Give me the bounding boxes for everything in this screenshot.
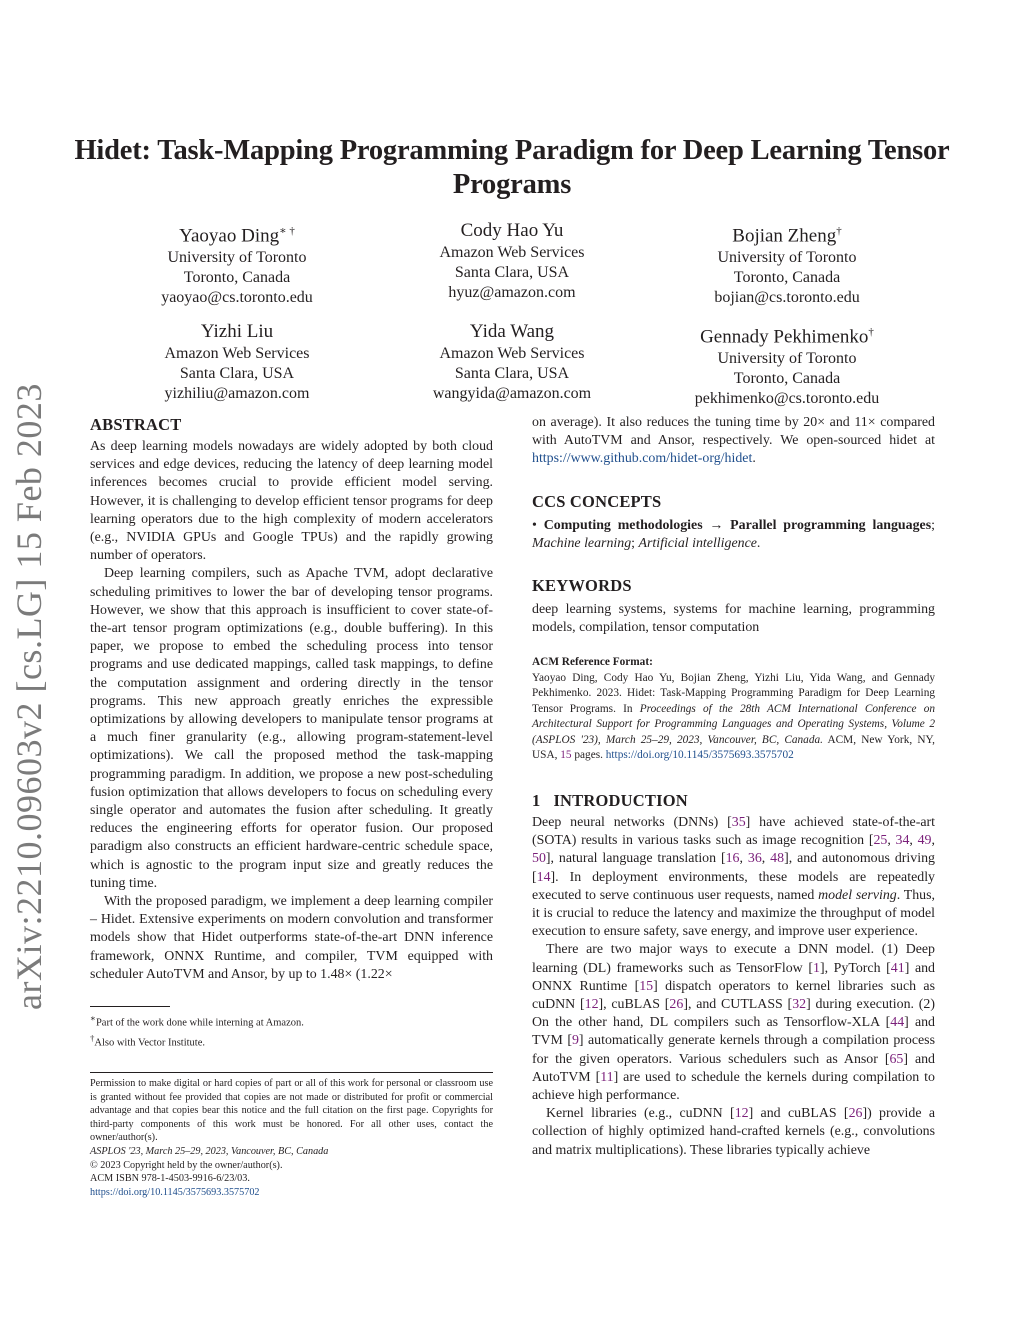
- author-location: Toronto, Canada: [733, 370, 841, 388]
- footnote-text: Part of the work done while interning at Amazon.: [95, 1017, 304, 1029]
- text: ]. In deployment environments, these models are repeatedly executed to serve continuous user requests, named: [532, 869, 935, 903]
- ccs-sep: ;: [631, 535, 635, 551]
- abstract-paragraph: Deep learning compilers, such as Apache TVM, adopt declarative scheduling primitives to lower the bar of developing tensor programs. However, we show that this approach is insufficient to cover state-of-the-art tensor program optimizations (e.g., double buffering). In this paper, we propose to embed the scheduling process into tensor programs and use dedicated mappings, called task mappings, to define the computation assignment and ordering directly in the tensor programs. This new approach greatly enriches the expressible optimizations by allowing developers to manipulate tensor programs at a much finer granularity (e.g., allowing program-statement-level optimizations). We call the proposed method the task-mapping programming paradigm. In addition, we propose a new post-scheduling fusion optimization that allows developers to focus on scheduling every single operator and automates the fusion after scheduling. It greatly reduces the engineering efforts for operator fusion. Our proposed paradigm also constructs an efficient hardware-centric schedule space, which is agnostic to the program input size and greatly reduces the tuning time.: [90, 566, 493, 891]
- author-affiliation: Amazon Web Services: [164, 345, 310, 362]
- copyright-line: © 2023 Copyright held by the owner/author(s).: [90, 1159, 283, 1171]
- text: There are two major ways to execute a DNN model. (1) Deep learning (DL) frameworks such as TensorFlow [: [532, 942, 935, 976]
- reference-proceedings: Proceedings of the 28th ACM International Conference on Architectural Support for Programming Languages and Operating Systems, Volume 2 (ASPLOS '23), March 25–29, 2023, Vancouver, BC, Canada.: [532, 702, 936, 746]
- citation[interactable]: 16: [725, 851, 740, 867]
- intro-paragraph: [532, 941, 935, 1105]
- right-column: [532, 414, 935, 1160]
- author-name: Gennady Pekhimenko: [700, 326, 869, 348]
- venue-line: ASPLOS '23, March 25–29, 2023, Vancouver, BC, Canada: [90, 1146, 329, 1158]
- reference-text: [532, 671, 935, 764]
- ccs-bold: Computing methodologies → Parallel programming languages: [543, 517, 932, 533]
- author-email: yizhiliu@amazon.com: [164, 385, 310, 402]
- author-email: pekhimenko@cs.toronto.edu: [694, 390, 880, 408]
- section-number: 1: [532, 790, 541, 810]
- text: ], and autonomous driving [: [532, 851, 935, 885]
- abstract-cont-end: .: [752, 451, 756, 467]
- author-name: Yida Wang: [469, 321, 555, 342]
- author-email: bojian@cs.toronto.edu: [714, 289, 860, 307]
- author-mark: †: [836, 225, 842, 237]
- author-card: [650, 219, 924, 308]
- ccs-end: .: [756, 535, 761, 551]
- text: ] and AutoTVM [: [532, 1051, 935, 1085]
- author-card: [375, 219, 649, 303]
- arxiv-stamp: arXiv:2210.09603v2 [cs.LG] 15 Feb 2023: [9, 383, 49, 1010]
- footnote: [90, 1031, 493, 1051]
- ccs-sep: ;: [931, 517, 935, 533]
- footnote: [90, 1011, 493, 1031]
- permission-rule: [90, 1072, 493, 1073]
- permission-notice: Permission to make digital or hard copies of part or all of this work for personal or classroom use is granted without fee provided that copies are not made or distributed for profit or commercial advantage and that copies bear this notice and the full citation on the first page. Copyrights for third-party components of this work must be honored. For all other uses, contact the owner/author(s).: [90, 1078, 493, 1144]
- keywords-heading: KEYWORDS: [532, 576, 632, 596]
- author-mark: ∗ †: [279, 225, 295, 237]
- author-location: Santa Clara, USA: [454, 365, 570, 382]
- abstract-paragraph: With the proposed paradigm, we implement a deep learning compiler – Hidet. Extensive experiments on modern convolution and transformer models show that Hidet outperforms state-of-the-art DNN inference framework, ONNX Runtime, and compiler, TVM equipped with scheduler AutoTVM and Ansor, by up to 1.48× (1.22×: [90, 894, 493, 982]
- author-email: yaoyao@cs.toronto.edu: [161, 289, 313, 307]
- ccs-bullet: •: [532, 517, 537, 533]
- author-mark: †: [868, 326, 874, 338]
- italic-term: model serving: [818, 887, 897, 903]
- author-location: Toronto, Canada: [183, 269, 291, 287]
- reference-pages: 15: [560, 749, 572, 762]
- author-name: Cody Hao Yu: [460, 220, 564, 241]
- keywords-text: deep learning systems, systems for machine learning, programming models, compilation, tensor computation: [532, 602, 935, 636]
- citation[interactable]: 25: [873, 833, 888, 849]
- author-affiliation: University of Toronto: [717, 350, 857, 368]
- author-card: [100, 219, 374, 308]
- author-affiliation: University of Toronto: [167, 249, 307, 267]
- citation[interactable]: 14: [536, 869, 551, 885]
- citation[interactable]: 49: [917, 833, 932, 849]
- paper-title: Hidet: Task-Mapping Programming Paradigm for Deep Learning Tensor Programs: [74, 135, 950, 200]
- citation[interactable]: 1: [812, 960, 820, 976]
- reference-tail: pages.: [574, 749, 603, 762]
- author-name: Bojian Zheng: [732, 225, 837, 247]
- ccs-text: [532, 517, 935, 553]
- author-card: [100, 320, 374, 404]
- intro-heading: [532, 790, 935, 812]
- citation[interactable]: 12: [584, 996, 599, 1012]
- abstract-paragraph: As deep learning models nowadays are widely adopted by both cloud services and edge devices, reducing the latency of deep learning model inferences becomes crucial to provide efficient model serving. However, it is challenging to develop efficient tensor programs for deep learning operators due to the high complexity of modern accelerators (e.g., NVIDIA GPUs and Google TPUs) and the rapidly growing number of operators.: [90, 439, 493, 564]
- author-location: Santa Clara, USA: [179, 365, 295, 382]
- author-email: hyuz@amazon.com: [448, 284, 576, 301]
- citation[interactable]: 35: [731, 814, 746, 830]
- footnote-text: Also with Vector Institute.: [94, 1037, 206, 1049]
- left-column: [90, 414, 493, 1199]
- citation[interactable]: 50: [532, 851, 546, 867]
- ccs-italic: Artificial intelligence: [638, 535, 757, 551]
- citation[interactable]: 44: [890, 1015, 905, 1031]
- citation[interactable]: 34: [895, 833, 910, 849]
- author-name: Yaoyao Ding: [179, 225, 280, 247]
- abstract-continuation: [532, 414, 935, 469]
- citation[interactable]: 36: [747, 851, 762, 867]
- text: ]) provide a collection of highly optimized hand-crafted kernels (e.g., convolutions and matrix multiplications). These libraries typically achieve: [532, 1106, 936, 1158]
- text: ], and CUTLASS [: [683, 996, 793, 1012]
- author-email: wangyida@amazon.com: [432, 385, 592, 402]
- reference-doi-link[interactable]: https://doi.org/10.1145/3575693.3575702: [605, 749, 794, 762]
- repo-link[interactable]: https://www.github.com/hidet-org/hidet: [532, 451, 753, 467]
- intro-paragraph: Deep neural networks (DNNs) [35] have achieved state-of-the-art (SOTA) results in various tasks such as image recognition [25, 34, 49, 50], natural language translation [16, 36, 48], and autonomous driving [14]. In deployment environments, these models are repeatedly executed to serve continuous user requests, named model serving. Thus, it is crucial to reduce the latency and maximize the throughput of model execution to ensure safety, save energy, and improve user experience.: [532, 814, 935, 940]
- citation[interactable]: 41: [890, 960, 905, 976]
- author-affiliation: Amazon Web Services: [439, 345, 585, 362]
- footnote-mark: †: [90, 1032, 95, 1043]
- abstract-cont-text: on average). It also reduces the tuning time by 20× and 11× compared with AutoTVM and Ansor, respectively. We open-sourced hidet at: [532, 415, 935, 449]
- text: ], cuBLAS [: [598, 996, 670, 1012]
- isbn-line: ACM ISBN 978-1-4503-9916-6/23/03.: [90, 1173, 250, 1185]
- author-card: [375, 320, 649, 404]
- citation[interactable]: 12: [734, 1106, 749, 1122]
- citation[interactable]: 65: [889, 1051, 904, 1067]
- reference-tail: ACM, New York, NY, USA,: [532, 733, 936, 762]
- author-affiliation: University of Toronto: [717, 249, 857, 267]
- text: ] and TVM [: [532, 1015, 936, 1049]
- citation[interactable]: 26: [669, 996, 684, 1012]
- text: ] dispatch operators to kernel libraries such as cuDNN [: [532, 978, 935, 1012]
- section-title: INTRODUCTION: [553, 790, 688, 810]
- intro-paragraph: [532, 1105, 935, 1160]
- text: ] automatically generate kernels through a compilation process for the given operators. Various schedulers such as Ansor [: [532, 1033, 935, 1067]
- citation[interactable]: 32: [792, 996, 807, 1012]
- text: ], PyTorch [: [819, 960, 891, 976]
- text: ] and ONNX Runtime [: [532, 960, 935, 994]
- author-name: Yizhi Liu: [200, 321, 274, 342]
- author-location: Toronto, Canada: [733, 269, 841, 287]
- reference-heading: ACM Reference Format:: [532, 656, 653, 669]
- author-card: [650, 320, 924, 409]
- ccs-heading: CCS CONCEPTS: [532, 491, 662, 511]
- text: ] and cuBLAS [: [748, 1106, 849, 1122]
- citation[interactable]: 11: [600, 1069, 614, 1085]
- citation[interactable]: 15: [639, 978, 654, 994]
- abstract-heading: ABSTRACT: [90, 415, 182, 434]
- citation[interactable]: 48: [770, 851, 785, 867]
- text: ] are used to schedule the kernels during compilation to achieve high performance.: [532, 1069, 935, 1103]
- footnote-rule: [90, 1006, 170, 1007]
- doi-link[interactable]: https://doi.org/10.1145/3575693.3575702: [90, 1186, 260, 1198]
- author-location: Santa Clara, USA: [454, 264, 570, 281]
- text: ] during execution. (2) On the other hand, DL compilers such as Tensorflow-XLA [: [532, 996, 935, 1031]
- text: . Thus, it is crucial to reduce the latency and maximize the throughput of model execution to ensure safety, save energy, and improve user experience.: [532, 887, 935, 940]
- citation[interactable]: 26: [848, 1106, 863, 1122]
- citation[interactable]: 9: [571, 1033, 579, 1049]
- ccs-italic: Machine learning: [532, 535, 632, 551]
- text: Deep neural networks (DNNs) [: [532, 814, 732, 830]
- text: Kernel libraries (e.g., cuDNN [: [546, 1106, 735, 1122]
- reference-lead: Yaoyao Ding, Cody Hao Yu, Bojian Zheng, Yizhi Liu, Yida Wang, and Gennady Pekhimenko. 2023. Hidet: Task-Mapping Programming Paradigm for Deep Learning Tensor Programs. In: [532, 671, 935, 715]
- text: ], natural language translation [: [545, 851, 726, 867]
- author-affiliation: Amazon Web Services: [439, 244, 585, 261]
- footnote-mark: ∗: [90, 1013, 96, 1024]
- text: ] have achieved state-of-the-art (SOTA) results in various tasks such as image recognition [: [532, 814, 935, 849]
